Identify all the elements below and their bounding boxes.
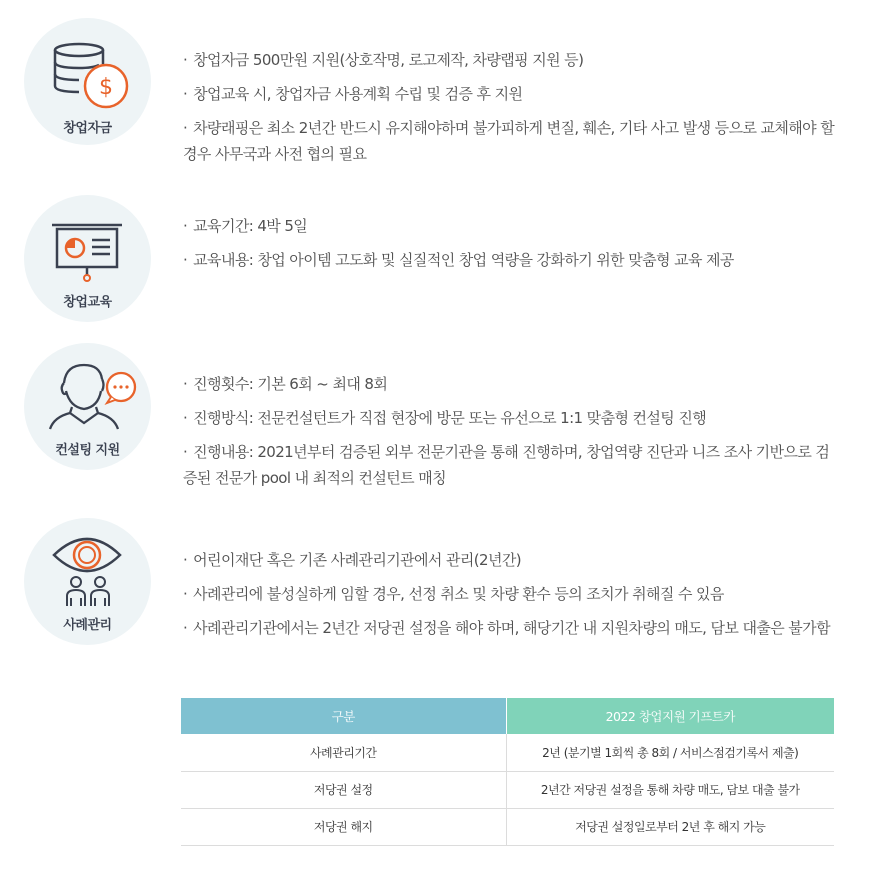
icon-circle-startup-fund (24, 18, 151, 145)
case-management-table (181, 698, 834, 846)
section-label: 창업자금 (63, 121, 112, 136)
list-item: · 창업교육 시, 창업자금 사용계획 수립 및 검증 후 지원 (183, 85, 523, 103)
table-cell: 저당권 설정일로부터 2년 후 해지 가능 (506, 808, 834, 845)
icon-circle-startup-education (24, 195, 151, 322)
list-item: · 진행내용: 2021년부터 검증된 외부 전문기관을 통해 진행하며, 창업역량 진단과 니즈 조사 기반으로 검증된 전문가 pool 내 최적의 컨설턴트 매칭 (183, 443, 830, 487)
table-row (181, 734, 834, 771)
table-cell: 2년간 저당권 설정을 통해 차량 매도, 담보 대출 불가 (506, 771, 834, 808)
table-cell: 저당권 해지 (181, 808, 506, 845)
table-cell: 2년 (분기별 1회씩 총 8회 / 서비스점검기록서 제출) (506, 734, 834, 771)
section-label: 컨설팅 지원 (55, 443, 120, 458)
list-item: · 교육내용: 창업 아이템 고도화 및 실질적인 창업 역량을 강화하기 위한 맞춤형 교육 제공 (183, 251, 734, 269)
list-item: · 차량래핑은 최소 2년간 반드시 유지해야하며 불가피하게 변질, 훼손, 기타 사고 발생 등으로 교체해야 할 경우 사무국과 사전 협의 필요 (183, 119, 835, 163)
list-item: · 진행횟수: 기본 6회 ~ 최대 8회 (183, 375, 388, 393)
svg-text:$: $ (99, 75, 113, 100)
bullet-list (183, 547, 838, 649)
section-label: 창업교육 (63, 295, 112, 310)
bullet-list (183, 47, 838, 175)
table-row (181, 808, 834, 845)
table-cell: 사례관리기간 (181, 734, 506, 771)
table-header-program: 2022 창업지원 기프트카 (506, 698, 834, 734)
list-item: · 어린이재단 혹은 기존 사례관리기관에서 관리(2년간) (183, 551, 521, 569)
list-item: · 창업자금 500만원 지원(상호작명, 로고제작, 차량랩핑 지원 등) (183, 51, 584, 69)
bullet-list (183, 371, 838, 499)
table-cell: 저당권 설정 (181, 771, 506, 808)
list-item: · 교육기간: 4박 5일 (183, 217, 308, 235)
list-item: · 사례관리에 불성실하게 임할 경우, 선정 취소 및 차량 환수 등의 조치가 취해질 수 있음 (183, 585, 724, 603)
list-item: · 사례관리기관에서는 2년간 저당권 설정을 해야 하며, 해당기간 내 지원차량의 매도, 담보 대출은 불가함 (183, 619, 830, 637)
bullet-list (183, 213, 838, 281)
section-label: 사례관리 (63, 618, 112, 633)
table-header-row (181, 698, 834, 734)
table-header-category: 구분 (181, 698, 506, 734)
icon-circle-case-management (24, 518, 151, 645)
icon-circle-consulting (24, 343, 151, 470)
list-item: · 진행방식: 전문컨설턴트가 직접 현장에 방문 또는 유선으로 1:1 맞춤형 컨설팅 진행 (183, 409, 707, 427)
table-row (181, 771, 834, 808)
